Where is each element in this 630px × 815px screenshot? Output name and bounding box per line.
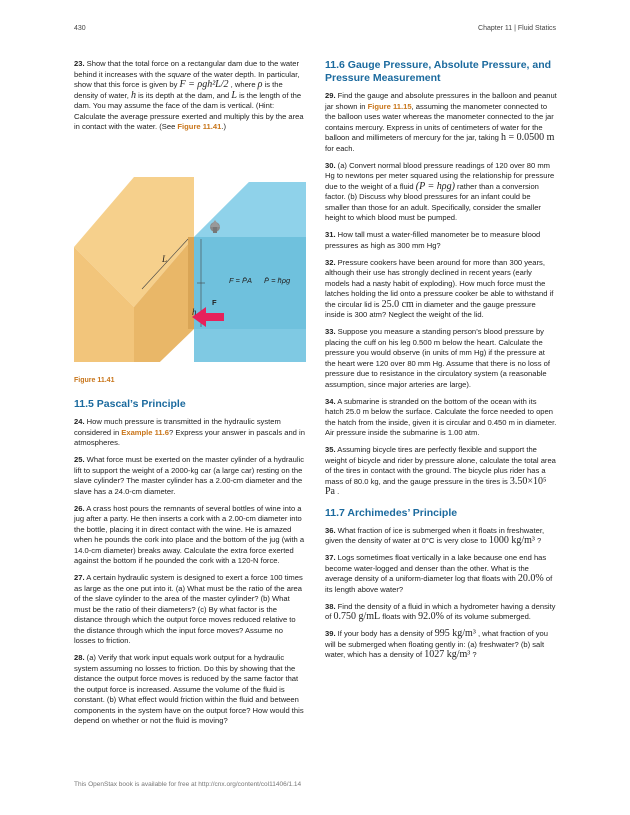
- formula: 1027 kg/m³: [424, 649, 471, 660]
- problem-text: A certain hydraulic system is designed to exert a force 100 times as large as the one put into it. (a) What must be the ratio of the area of the slave cylinder to the area of the master cylinder? (b) What must be the ratio of their diameters? (c) By what factor is the distance through which the output force moves reduced relative to the distance through which the input force moves? Assume no losses to friction.: [74, 573, 303, 645]
- problem-number: 27.: [74, 573, 85, 582]
- problem-32: [325, 258, 557, 321]
- formula: 20.0%: [517, 573, 544, 584]
- problem-36: [325, 526, 557, 547]
- problem-33: [325, 327, 557, 390]
- problem-30: [325, 161, 557, 224]
- symbol-h: h: [130, 89, 136, 101]
- problem-text: of its length above water?: [325, 574, 553, 594]
- formula: 25.0 cm: [381, 298, 414, 310]
- formula: h = 0.0500 m: [501, 132, 555, 143]
- problem-text: Assuming bicycle tires are perfectly flexible and support the weight of bicycle and rider by pressure alone, calculate the total area of the tires in contact with the ground. The bicycle plus rider has a mass of 80.0 kg, and the gauge pressure in the tires is: [325, 445, 556, 486]
- example-link[interactable]: Example 11.6: [121, 427, 169, 437]
- problem-number: 26.: [74, 503, 85, 513]
- problem-number: 28.: [74, 653, 85, 662]
- page-footer: This OpenStax book is available for free at http://cnx.org/content/col11406/1.14: [74, 781, 302, 788]
- problem-31: [325, 230, 557, 251]
- label-pressure-equation: P̄ = h̄ρg: [264, 276, 291, 285]
- problem-number: 31.: [325, 230, 336, 239]
- problem-text: is its depth at the dam, and: [135, 90, 232, 100]
- formula: 3.50×10⁵ Pa: [325, 475, 547, 497]
- problem-27: [74, 573, 306, 647]
- problem-37: [325, 553, 557, 595]
- problem-text: is the density of water,: [74, 80, 283, 100]
- problem-text: ?: [534, 536, 542, 545]
- problem-35: [325, 445, 557, 498]
- problem-24: [74, 417, 306, 449]
- problem-number: 39.: [325, 629, 336, 638]
- problem-text: (a) Verify that work input equals work output for a hydraulic system assuming no losses to friction. Do this by showing that the distance the output force moves is reduced by the same factor that the output force is increased. Assume the volume of the fluid is constant. (b) What effect would friction within the fluid and between components in the system have on the output force? How would this depend on whether or not the fluid is moving?: [74, 653, 304, 725]
- problem-29: [325, 91, 557, 154]
- problem-text: Find the density of a fluid in which a hydrometer having a density of: [325, 601, 556, 621]
- problem-number: 36.: [325, 525, 336, 535]
- problem-28: [74, 653, 306, 727]
- problem-text: .: [335, 487, 340, 496]
- problem-text: rather than a conversion factor. (b) Discuss why blood pressures for an infant could be smaller than those for an adult. Specifically, consider the smaller height to which blood must be pumped.: [325, 181, 541, 222]
- problem-text: If your body has a density of: [335, 629, 435, 638]
- label-h: h: [192, 307, 197, 317]
- problem-number: 32.: [325, 257, 336, 267]
- problem-text: Pressure cookers have been around for more than 300 years, although their use has strongly declined in recent years (early models had a nasty habit of exploding). How much force must the latches holding the lid onto a pressure cooker be able to withstand if the circular lid is: [325, 257, 554, 309]
- problem-text: ?: [470, 650, 477, 659]
- problem-number: 23.: [74, 59, 85, 68]
- problem-text: Show that the total force on a rectangular dam due to the water behind it increases with the: [74, 59, 300, 79]
- problem-39: [325, 629, 557, 661]
- section-heading: 11.5 Pascal’s Principle: [74, 398, 186, 410]
- problem-26: [74, 504, 306, 567]
- label-L: L: [162, 254, 168, 264]
- left-column: [74, 59, 306, 733]
- section-heading: 11.6 Gauge Pressure, Absolute Pressure, and Pressure Measurement: [325, 59, 552, 84]
- problem-number: 33.: [325, 327, 336, 336]
- problem-text: is the length of the dam. You may assume the face of the dam is vertical. (Hint: Calculate the average pressure exerted and multiply this by the area in contact with the water. (See: [74, 90, 304, 131]
- figure-caption: Figure 11.41: [74, 376, 115, 384]
- problem-text: ? Express your answer in pascals and in atmospheres.: [74, 427, 305, 447]
- problem-text: Logs sometimes float vertically in a lake because one end has become water-logged and denser than the other. What is the average density of a uniform-diameter log that floats with: [325, 553, 547, 583]
- problem-34: [325, 397, 557, 439]
- problem-text: , what fraction of you will be submerged when floating gently in: (a) freshwater? (b) salt water, which has a density of: [325, 629, 549, 659]
- problem-number: 38.: [325, 601, 336, 611]
- problem-text: Suppose you measure a standing person’s blood pressure by placing the cuff on his leg 0.500 m below the heart. Calculate the pressure you would observe (in units of mm Hg) if the pressure at the heart were 120 over 80 mm Hg. Assume that there is no loss of pressure due to resistance in the circulatory system (a reasonable assumption, since major arteries are large).: [325, 327, 550, 389]
- problem-number: 37.: [325, 553, 336, 562]
- symbol-L: L: [231, 89, 237, 101]
- dam-figure: [74, 147, 306, 362]
- problem-number: 35.: [325, 445, 336, 454]
- problem-text: floats with: [380, 612, 419, 621]
- problem-text: How much pressure is transmitted in the hydraulic system considered in: [74, 417, 281, 437]
- emphasis-text: square: [167, 69, 191, 79]
- problem-text: What fraction of ice is submerged when it floats in freshwater, given the density of water at 0°C is very close to: [325, 525, 545, 545]
- figure-link[interactable]: Figure 11.15: [367, 101, 412, 111]
- problem-text: , where: [228, 80, 258, 89]
- right-column: [325, 59, 557, 667]
- label-force-equation: F = P̄A: [229, 276, 252, 285]
- problem-number: 30.: [325, 160, 336, 170]
- problem-number: 34.: [325, 396, 336, 406]
- formula: F = ρgh²L/2: [179, 79, 229, 90]
- problem-text: (a) Convert normal blood pressure readings of 120 over 80 mm Hg to newtons per meter squared using the relationship for pressure due to the weight of a fluid: [325, 160, 555, 191]
- formula: 92.0%: [418, 611, 444, 622]
- formula: 995 kg/m³: [434, 628, 476, 639]
- page-number: 430: [74, 25, 86, 32]
- section-heading: 11.7 Archimedes’ Principle: [325, 506, 458, 519]
- problem-25: [74, 455, 306, 497]
- problem-number: 25.: [74, 455, 85, 464]
- problem-text: for each.: [325, 143, 355, 153]
- problem-text: A submarine is stranded on the bottom of the ocean with its hatch 25.0 m below the surface. Calculate the force needed to open the hatch from the inside, given it is circular and 0.450 m in diameter. Air pressure inside the submarine is 1.00 atm.: [325, 396, 557, 437]
- problem-text: of its volume submerged.: [443, 612, 531, 621]
- problem-number: 29.: [325, 91, 336, 100]
- problem-text: How tall must a water-filled manometer be to measure blood pressures as high as 300 mm Hg?: [325, 230, 541, 250]
- problem-23: [74, 59, 306, 133]
- gauge-stem: [213, 227, 217, 233]
- figure-link[interactable]: Figure 11.41: [177, 122, 222, 131]
- formula: 0.750 g/mL: [333, 611, 381, 622]
- problem-text: of the water depth. In particular, show that this force is given by: [74, 69, 300, 89]
- problem-text: .): [221, 122, 226, 131]
- label-F: F: [212, 298, 217, 307]
- chapter-title: Chapter 11 | Fluid Statics: [478, 25, 556, 32]
- problem-text: A crass host pours the remnants of several bottles of wine into a jug after a party. He then inserts a cork with a 2.00-cm diameter into the bottle, placing it in direct contact with the wine. He is amazed when he pounds the cork into place and the bottom of the jug (with a 14.0-cm diameter) breaks away. Calculate the extra force exerted against the bottom if he pounded the cork with a 120-N force.: [74, 503, 305, 565]
- problem-text: What force must be exerted on the master cylinder of a hydraulic lift to support the weight of a 2000-kg car (a large car) resting on the slave cylinder? The master cylinder has a 2.00-cm diameter and the slave has a 24.0-cm diameter.: [74, 455, 305, 496]
- problem-text: Find the gauge and absolute pressures in the balloon and peanut jar shown in: [325, 91, 557, 111]
- problem-text: in diameter and the gauge pressure inside is 300 atm? Neglect the weight of the lid.: [325, 299, 536, 319]
- problem-number: 24.: [74, 417, 85, 426]
- problem-38: [325, 602, 557, 623]
- problem-text: , assuming the manometer connected to the balloon uses water whereas the manometer connected to the jar contains mercury. Express in units of centimeters of water for the balloon and millimeters of mercury for the jar, taking: [325, 101, 554, 142]
- symbol-rho: ρ: [257, 79, 263, 90]
- formula: (P = hρg): [415, 180, 455, 192]
- formula: 1000 kg/m³: [488, 535, 535, 546]
